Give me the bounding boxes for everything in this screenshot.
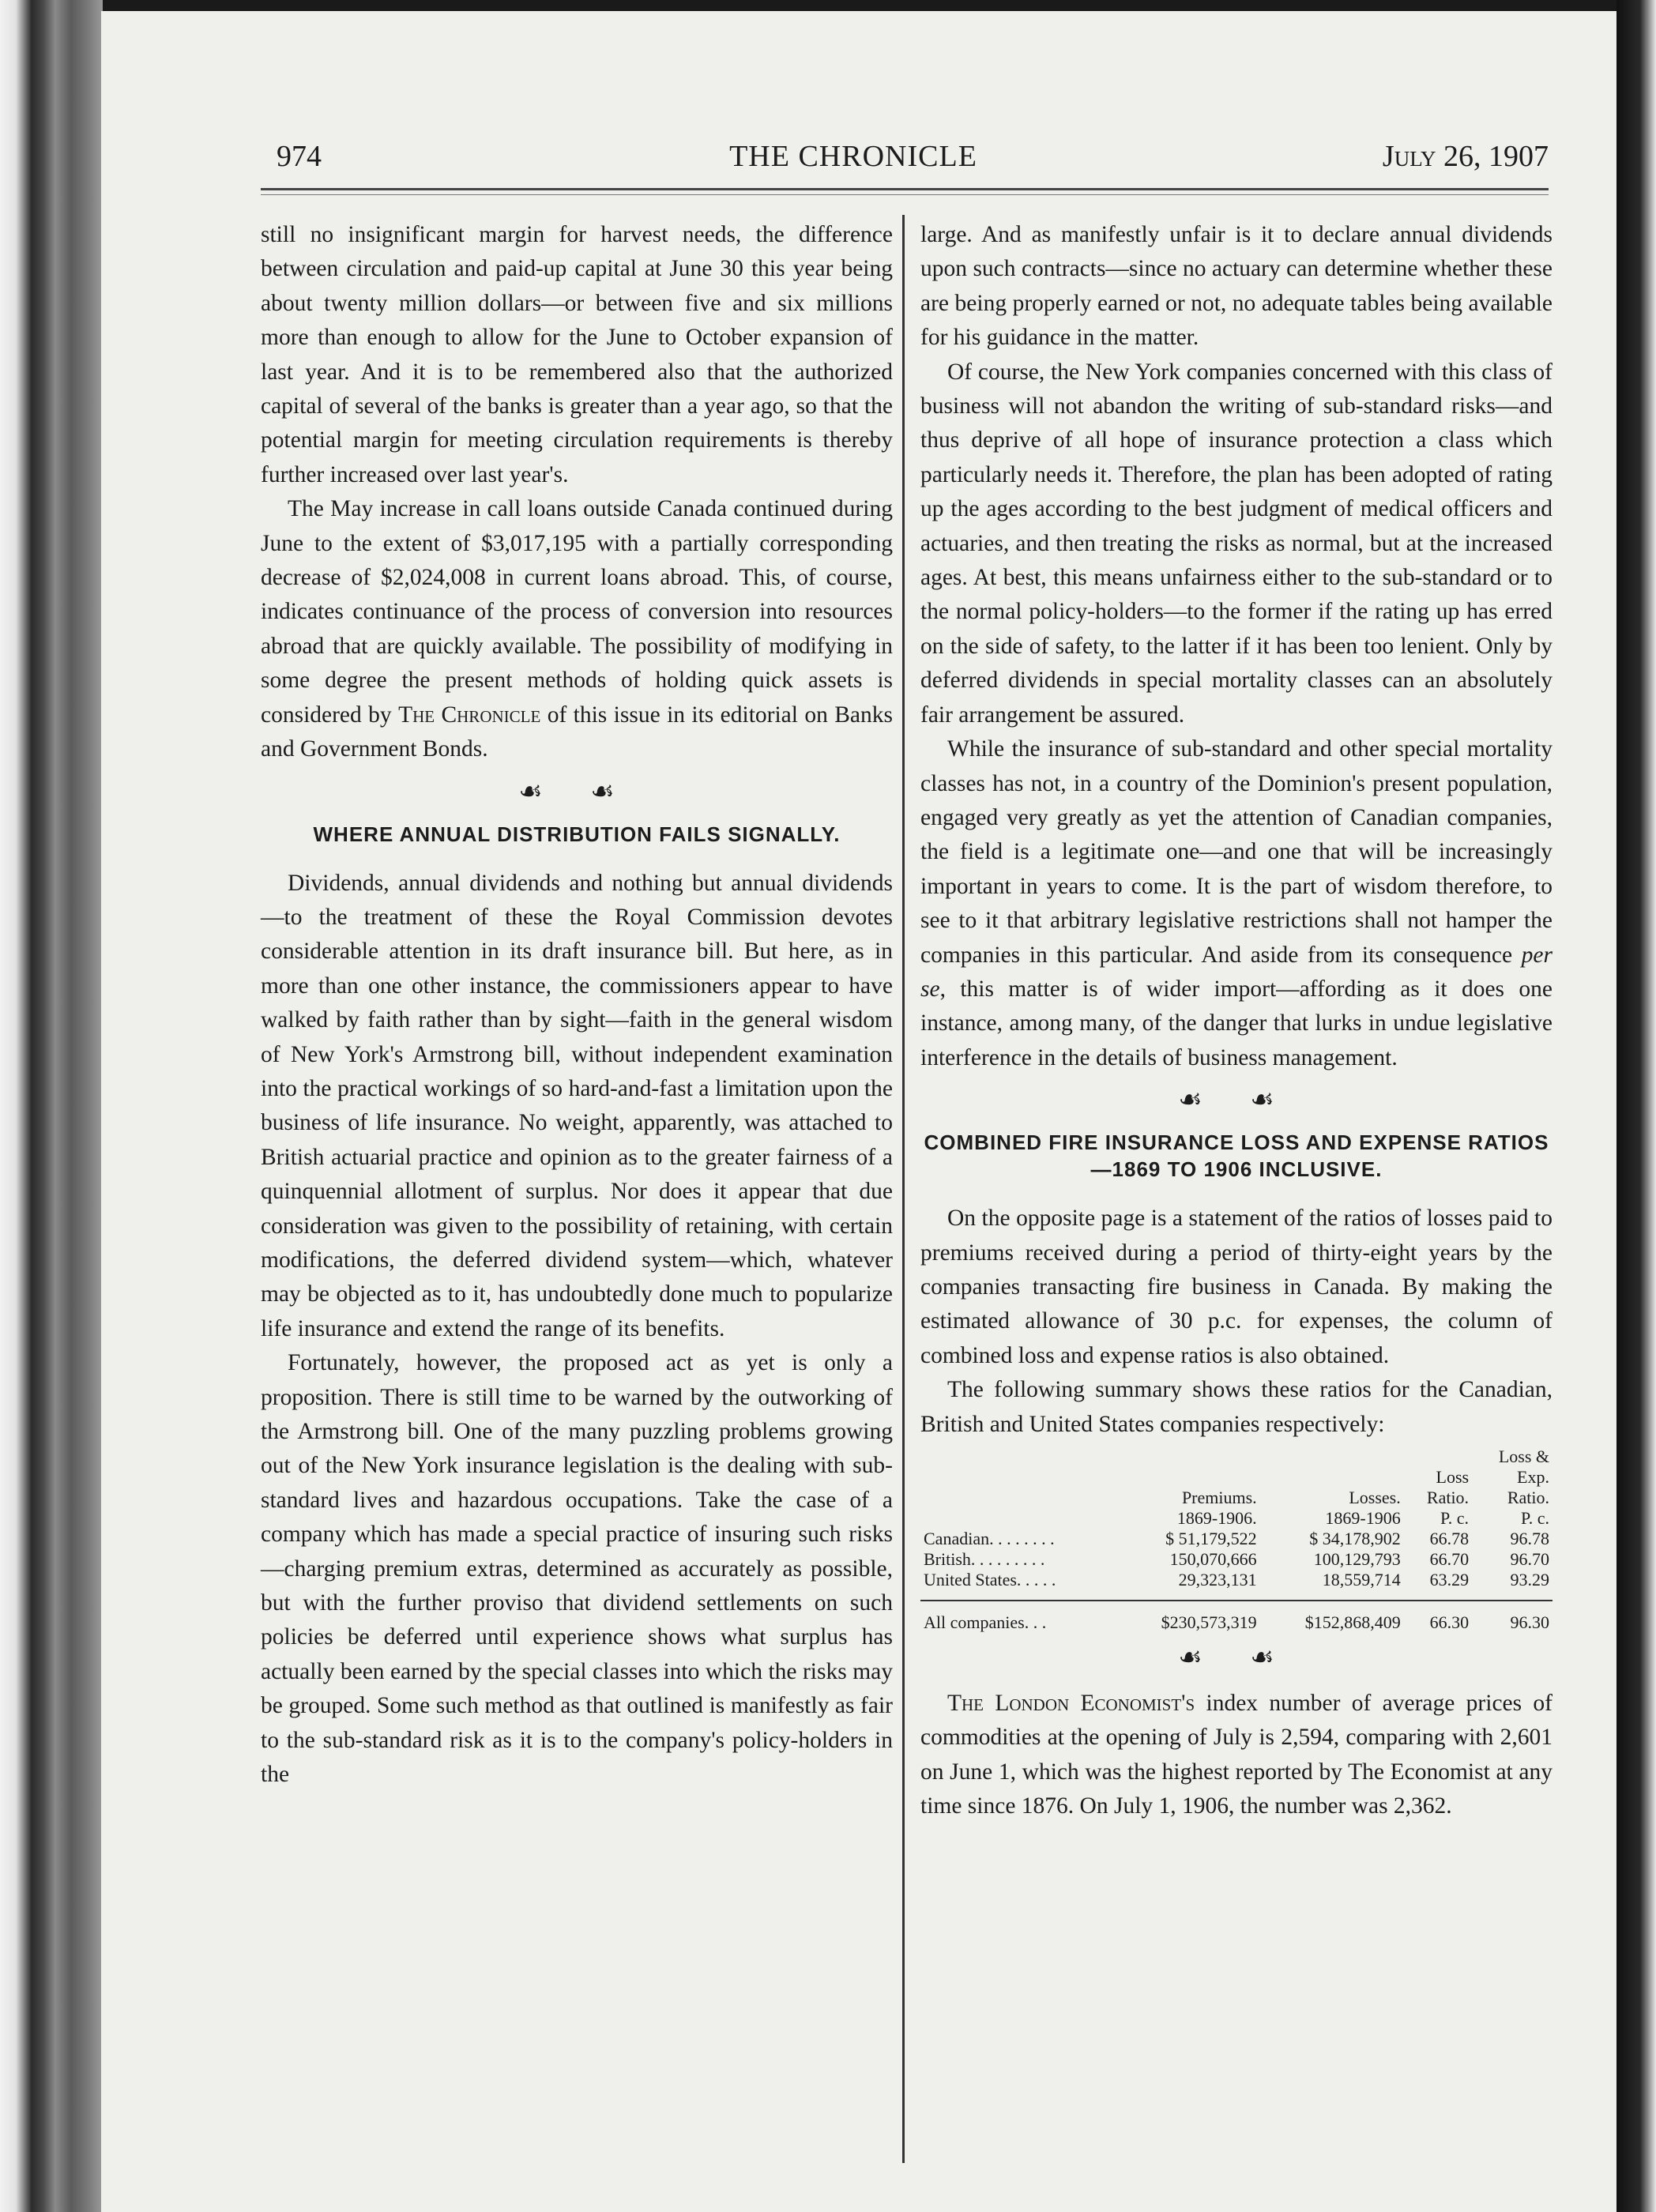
paragraph-text: of this issue in its editorial on Banks and Government Bonds. xyxy=(261,702,893,762)
table-header-row xyxy=(920,1467,1552,1488)
header-rule-thin xyxy=(261,194,1549,195)
paragraph: large. And as manifestly unfair is it to declare annual dividends upon such contracts—since no actuary can determine whether these are being properly earned or not, no adequate tables being available for his guidance in the matter. xyxy=(920,222,1552,351)
ornament-icon: ☙ ☙ xyxy=(1178,1085,1295,1115)
book-spine xyxy=(0,0,103,2212)
paragraph-text: , this matter is of wider import—affording as it does one instance, among many, of the danger that lurks in undue legislative interference in the details of business management. xyxy=(920,976,1552,1070)
issue-date: July 26, 1907 xyxy=(1382,140,1549,173)
page-number: 974 xyxy=(277,140,322,173)
table-row: British. . . . . . . . . 150,070,666 100,129,793 66.70 96.70 xyxy=(924,1549,1549,1569)
table-row: United States. . . . . 29,323,131 18,559,714 63.29 93.29 xyxy=(924,1570,1549,1589)
header-rule xyxy=(261,188,1549,190)
column-header: Ratio. xyxy=(1507,1488,1549,1507)
paragraph-text: While the insurance of sub-standard and other special mortality classes has not, in a country of the Dominion's present population, engaged very greatly as yet the attention of Canadian companies, the field is a legitimate one—and one that will be increasingly important in years to come. It is the part of wisdom therefore, to see to it that arbitrary legislative restrictions shall not hamper the companies in this particular. And aside from its consequence xyxy=(920,736,1552,968)
paragraph: Dividends, annual dividends and nothing but annual dividends—to the treatment of these the Royal Commission devotes considerable attention in its draft insurance bill. But here, as in more than one other instance, the commissioners appear to have walked by faith rather than by sight—faith in the general wisdom of New York's Armstrong bill, without independent examination into the practical workings of so hard-and-fast a limitation upon the business of life insurance. No weight, apparently, was attached to British actuarial practice and opinion as to the greater fairness of a quinquennial allotment of surplus. Nor does it appear that due consideration was given to the possibility of retaining, with certain modifications, the deferred dividend system—which, whatever may be objected as to it, has undoubtedly done much to popularize life insurance and extend the range of its benefits. xyxy=(261,870,893,1341)
left-column xyxy=(261,218,893,1792)
paragraph: On the opposite page is a statement of the ratios of losses paid to premiums received during a period of thirty-eight years by the companies transacting fire business in Canada. By making the estimated allowance of 30 p.c. for expenses, the column of combined loss and expense ratios is also obtained. xyxy=(920,1206,1552,1368)
column-divider xyxy=(902,215,905,2163)
column-header: Loss xyxy=(1436,1467,1470,1487)
italic-phrase: per se xyxy=(920,942,1552,1002)
paragraph: Fortunately, however, the proposed act as yet is only a proposition. There is still time to be warned by the outworking of the Armstrong bill. One of the many puzzling problems growing out of the New York insurance legislation is the dealing with sub-standard lives and hazardous occupations. Take the case of a company which has made a special practice of insuring such risks—charging premium extras, determined as accurately as possible, but with the further proviso that dividend settlements on such policies be deferred until experience shows what surplus has actually been earned by the special classes into which the risks may be grouped. Some such method as that outlined is manifestly as fair to the sub-standard risk as it is to the company's policy-holders in the xyxy=(261,1350,893,1788)
column-header: Ratio. xyxy=(1426,1488,1470,1507)
paragraph-text: index number of average prices of commodities at the opening of July is 2,594, comparing with 2,601 on June 1, which was the highest reported by The Economist at any time since 1876. On July 1, 1906, the number was 2,362. xyxy=(920,1691,1552,1819)
publication-title: THE CHRONICLE xyxy=(729,140,977,173)
table-header-row xyxy=(920,1488,1552,1508)
ornament-icon: ☙ ☙ xyxy=(1178,1643,1295,1672)
column-header: Loss & xyxy=(1498,1446,1549,1466)
paragraph xyxy=(261,492,893,766)
article-heading: COMBINED FIRE INSURANCE LOSS AND EXPENSE RATIOS—1869 TO 1906 INCLUSIVE. xyxy=(924,1130,1549,1182)
paragraph: Of course, the New York companies concerned with this class of business will not abandon the writing of sub-standard risks—and thus deprive of all hope of insurance protection a class which particularly needs it. Therefore, the plan has been adopted of rating up the ages according to the best judgment of medical officers and actuaries, and then treating the risks as normal, but at the increased ages. At best, this means unfairness either to the sub-standard or to the normal policy-holders—to the former if the rating up has erred on the side of safety, to the latter if it has been too lenient. Only by deferred dividends in special mortality classes can an absolutely fair arrangement be assured. xyxy=(920,359,1552,728)
column-header: Premiums. xyxy=(1181,1488,1257,1507)
paragraph xyxy=(920,1687,1552,1824)
ratio-summary-table xyxy=(920,1446,1552,1633)
table-header-row xyxy=(920,1508,1552,1529)
column-header: Losses. xyxy=(1349,1488,1401,1507)
table-total-row: All companies. . . $230,573,319 $152,868,409 66.30 96.30 xyxy=(920,1601,1552,1633)
column-header: 1869-1906 xyxy=(1325,1508,1401,1528)
publication-reference: The Chronicle xyxy=(398,702,541,728)
column-header: P. c. xyxy=(1440,1508,1470,1528)
scan-edge xyxy=(1616,0,1656,2212)
table-row: Canadian. . . . . . . . $ 51,179,522 $ 34,178,902 66.78 96.78 xyxy=(924,1529,1549,1548)
article-heading: WHERE ANNUAL DISTRIBUTION FAILS SIGNALLY. xyxy=(313,822,841,846)
column-header: Exp. xyxy=(1517,1467,1549,1487)
table-header-row xyxy=(920,1446,1552,1467)
paragraph-text: The May increase in call loans outside Canada continued during June to the extent of $3,017,195 with a partially corresponding decrease of $2,024,008 in current loans abroad. This, of course, indicates continuance of the process of conversion into resources abroad that are quickly available. The possibility of modifying in some degree the present methods of holding quick assets is considered by xyxy=(261,496,893,728)
paragraph: The following summary shows these ratios for the Canadian, British and United States companies respectively: xyxy=(920,1377,1552,1437)
paragraph xyxy=(920,732,1552,1075)
right-column xyxy=(920,218,1552,1824)
column-header: P. c. xyxy=(1520,1508,1549,1528)
publication-reference: The London Economist's xyxy=(947,1691,1195,1716)
column-header: 1869-1906. xyxy=(1176,1508,1257,1528)
ornament-icon: ☙ ☙ xyxy=(518,777,635,807)
running-header xyxy=(158,139,1549,179)
paragraph: still no insignificant margin for harvest needs, the difference between circulation and paid-up capital at June 30 this year being about twenty million dollars—or between five and six millions more than enough to allow for the June to October expansion of last year. And it is to be remembered also that the authorized capital of several of the banks is greater than a year ago, so that the potential margin for meeting circulation requirements is thereby further increased over last year's. xyxy=(261,222,893,487)
